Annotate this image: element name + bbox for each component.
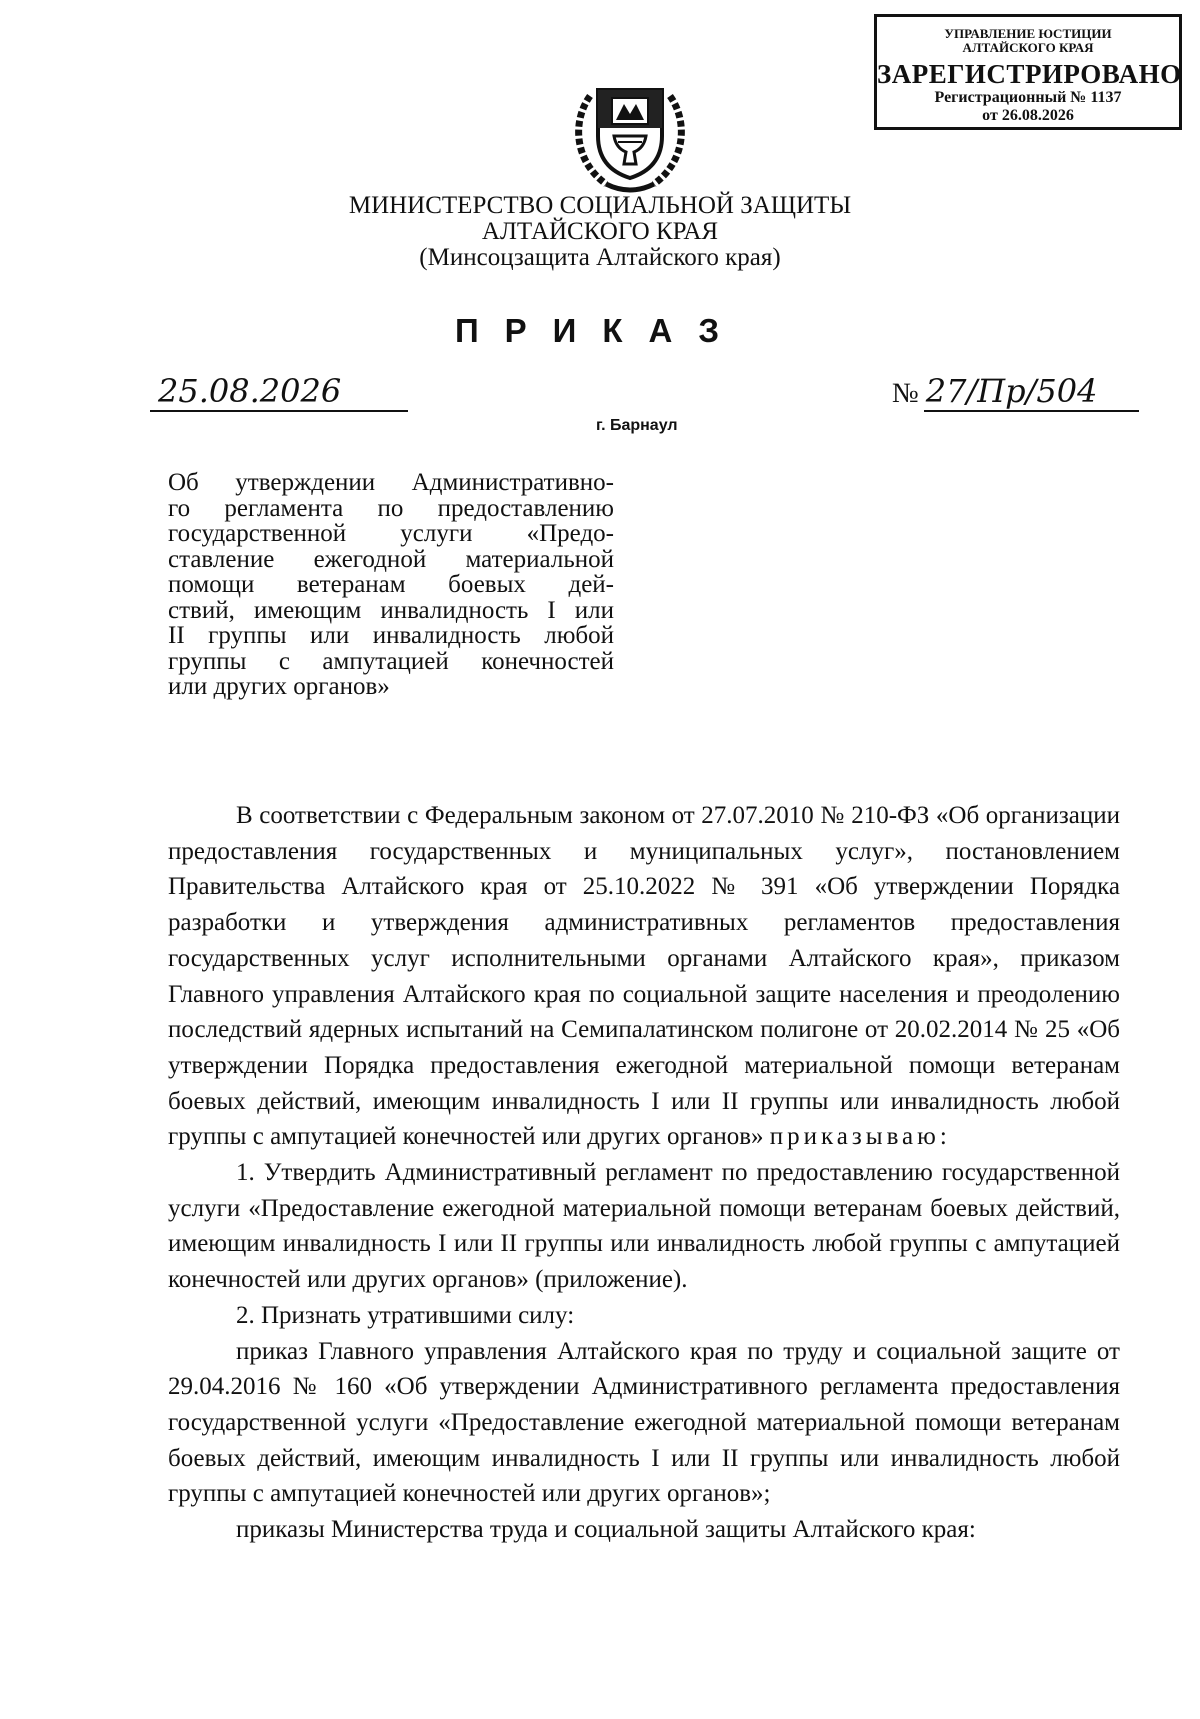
clause-2-item-2: приказы Министерства труда и социальной защиты Алтайского края:: [236, 1516, 976, 1544]
date-underline: [150, 410, 408, 412]
subject-line: ствий, имеющим инвалидность I или: [168, 596, 614, 624]
preamble-text: В соответствии с Федеральным законом от 27.07.2010 № 210-ФЗ «Об организации предоставления государственных и муниципальных услуг», постановлением Правительства Алтайского края от 25.10.2022 № 391 «Об утверждении Порядка разработки и утверждения административных регламентов предоставления государственных услуг исполнительными органами Алтайского края», приказом Главного управления Алтайского края по социальной защите населения и преодолению последствий ядерных испытаний на Семипалатинском полигоне от 20.02.2014 № 25 «Об утверждении Порядка предоставления ежегодной материальной помощи ветеранам боевых действий, имеющим инвалидность I или II группы или инвалидность любой группы с ампутацией конечностей или других органов»: [168, 802, 1120, 1151]
ministry-header: [300, 193, 900, 271]
document-type-title: ПРИКАЗ: [454, 312, 746, 349]
coat-of-arms-emblem: [568, 76, 692, 196]
order-number-handwritten: 27/Пр/504: [925, 372, 1098, 410]
subject-line: II группы или инвалидность любой: [168, 622, 614, 649]
order-number: [892, 372, 1097, 410]
order-body: [168, 798, 1120, 1548]
number-underline: [924, 410, 1139, 412]
stamp-reg-date: от 26.08.2026: [982, 107, 1074, 124]
subject-line: го регламента по предоставлению: [168, 494, 614, 522]
subject-line: ставление ежегодной материальной: [168, 545, 614, 573]
order-subject: [168, 470, 614, 700]
subject-line: или других органов»: [168, 673, 390, 700]
stamp-org-line2: АЛТАЙСКОГО КРАЯ: [962, 40, 1094, 55]
clause-1: 1. Утвердить Административный регламент по предоставлению государственной услуги «Предоставление ежегодной материальной помощи ветеранам боевых действий, имеющим инвалидность I или II группы или инвалидность любой группы с ампутацией конечностей или других органов» (приложение).: [168, 1159, 1120, 1294]
number-prefix: №: [892, 378, 919, 409]
clause-2-item-1: приказ Главного управления Алтайского края по труду и социальной защите от 29.04.2016 № 160 «Об утверждении Административного регламента предоставления государственной услуги «Предоставление ежегодной материальной помощи ветеранам боевых действий, имеющим инвалидность I или II группы или инвалидность любой группы с ампутацией конечностей или других органов»;: [168, 1337, 1120, 1508]
city-name: г. Барнаул: [596, 417, 678, 434]
stamp-org-line1: УПРАВЛЕНИЕ ЮСТИЦИИ: [944, 26, 1112, 41]
preamble-paragraph: [168, 798, 1120, 1155]
stamp-status: ЗАРЕГИСТРИРОВАНО: [877, 59, 1182, 89]
registration-stamp: [874, 14, 1182, 130]
stamp-reg-number: Регистрационный № 1137: [934, 89, 1122, 106]
order-verb: приказываю:: [769, 1123, 951, 1151]
ministry-short-name: (Минсоцзащита Алтайского края): [419, 244, 781, 271]
ministry-name-line2: АЛТАЙСКОГО КРАЯ: [481, 218, 719, 245]
subject-line: Об утверждении Административно-: [168, 469, 614, 496]
ministry-name-line1: МИНИСТЕРСТВО СОЦИАЛЬНОЙ ЗАЩИТЫ: [348, 192, 852, 219]
order-date-handwritten: 25.08.2026: [158, 372, 342, 410]
subject-line: группы с ампутацией конечностей: [168, 647, 614, 675]
subject-line: государственной услуги «Предо-: [168, 520, 614, 547]
clause-2: 2. Признать утратившими силу:: [236, 1301, 575, 1329]
subject-line: помощи ветеранам боевых дей-: [168, 571, 614, 598]
